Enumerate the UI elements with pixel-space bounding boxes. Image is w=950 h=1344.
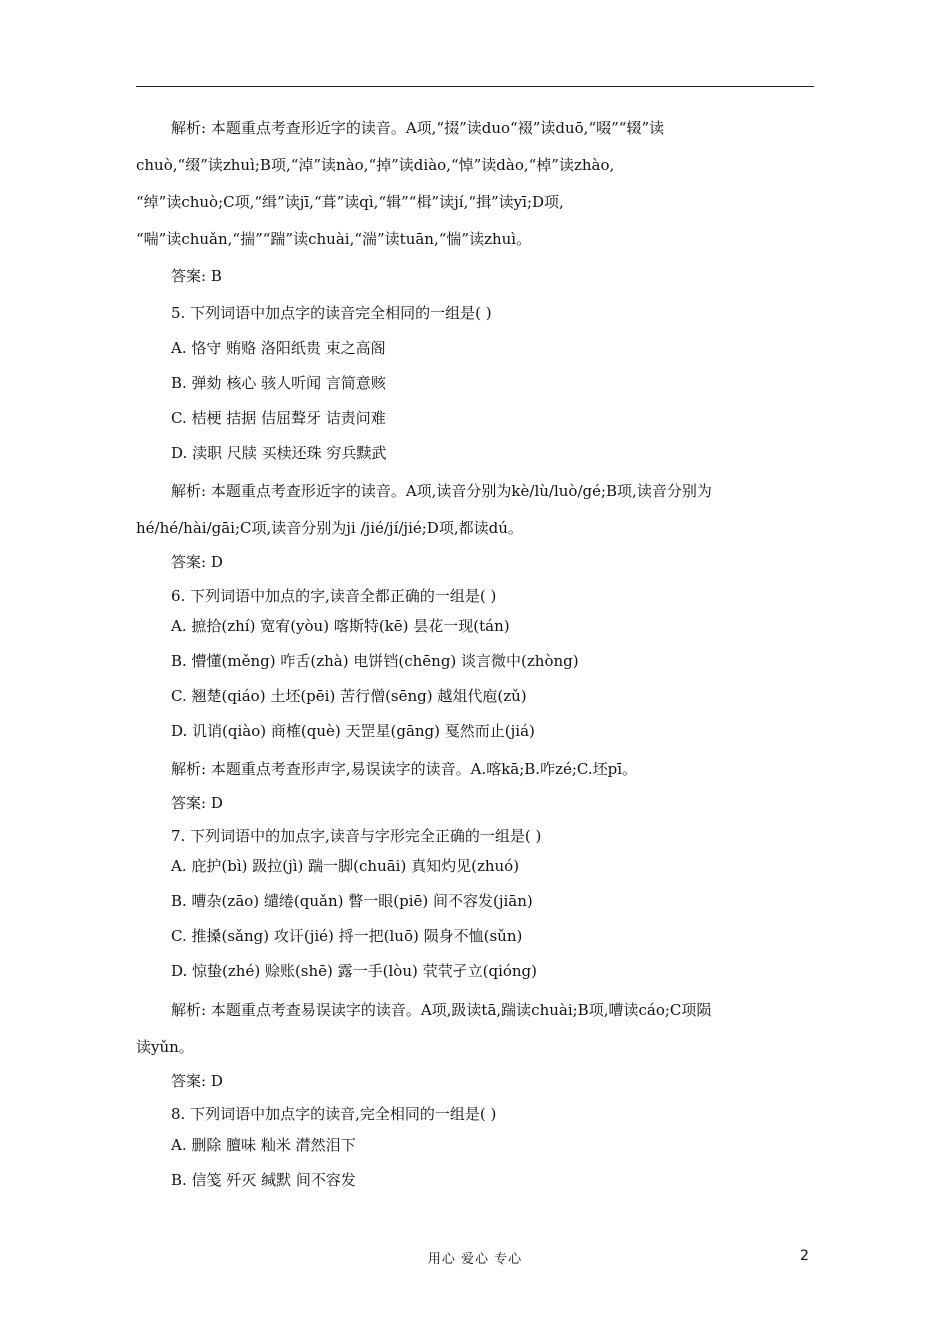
q8-option-b: B. 信笺 歼灭 缄默 间不容发 [171,1171,356,1189]
q7-option-a: A. 庇护(bì) 趿拉(jì) 踹一脚(chuāi) 真知灼见(zhuó) [171,857,520,875]
analysis-6: 解析: 本题重点考查形声字,易误读字的读音。A.喀kā;B.咋zé;C.坯pī。 [171,760,638,778]
question-7: 7. 下列词语中的加点字,读音与字形完全正确的一组是( ) [171,827,542,845]
q6-option-b: B. 懵懂(měng) 咋舌(zhà) 电饼铛(chēng) 谈言微中(zhòng) [171,652,579,670]
answer-6: 答案: D [171,794,223,812]
q5-option-d: D. 渎职 尺牍 买椟还珠 穷兵黩武 [171,444,387,462]
analysis-5-line-1: 解析: 本题重点考查形近字的读音。A项,读音分别为kè/lù/luò/gé;B项,读音分别为 [171,482,712,500]
answer-5: 答案: D [171,553,223,571]
question-6: 6. 下列词语中加点的字,读音全都正确的一组是( ) [171,587,497,605]
header-rule [136,86,814,87]
answer-7: 答案: D [171,1072,223,1090]
q5-option-b: B. 弹劾 核心 骇人听闻 言简意赅 [171,374,386,392]
q5-option-c: C. 桔梗 拮据 佶屈聱牙 诘责问难 [171,409,386,427]
analysis-5-line-2: hé/hé/hài/gāi;C项,读音分别为ji /jié/jí/jié;D项,都读dú。 [136,519,523,537]
q7-option-c: C. 推搡(sǎng) 攻讦(jié) 捋一把(luō) 陨身不恤(sǔn) [171,927,523,945]
analysis-4-line-3: “绰”读chuò;C项,“缉”读jī,“葺”读qì,“辑”“楫”读jí,“揖”读yī;D项, [136,193,564,211]
analysis-7-line-1: 解析: 本题重点考查易误读字的读音。A项,趿读tā,踹读chuài;B项,嘈读cáo;C项陨 [171,1001,712,1019]
analysis-7-line-2: 读yǔn。 [136,1038,194,1056]
question-8: 8. 下列词语中加点字的读音,完全相同的一组是( ) [171,1105,497,1123]
analysis-4-line-1: 解析: 本题重点考查形近字的读音。A项,“掇”读duo“裰”读duō,“啜”“辍”读 [171,119,665,137]
page-number: 2 [800,1248,809,1264]
analysis-4-line-2: chuò,“缀”读zhuì;B项,“淖”读nào,“掉”读diào,“悼”读dào,“棹”读zhào, [136,156,615,174]
q7-option-b: B. 嘈杂(zāo) 缱绻(quǎn) 瞥一眼(piē) 间不容发(jiān) [171,892,533,910]
question-5: 5. 下列词语中加点字的读音完全相同的一组是( ) [171,304,492,322]
analysis-4-line-4: “喘”读chuǎn,“揣”“踹”读chuài,“湍”读tuān,“惴”读zhuì。 [136,230,532,248]
q6-option-a: A. 摭拾(zhí) 宽宥(yòu) 喀斯特(kē) 昙花一现(tán) [171,617,510,635]
q7-option-d: D. 惊蛰(zhé) 赊账(shē) 露一手(lòu) 茕茕孑立(qióng) [171,962,538,980]
q6-option-c: C. 翘楚(qiáo) 土坯(pēi) 苦行僧(sēng) 越俎代庖(zǔ) [171,687,527,705]
answer-4: 答案: B [171,267,222,285]
q8-option-a: A. 删除 膻味 籼米 潸然泪下 [171,1136,356,1154]
footer-slogan: 用心 爱心 专心 [427,1252,523,1267]
q5-option-a: A. 恪守 贿赂 洛阳纸贵 束之高阁 [171,339,386,357]
q6-option-d: D. 讥诮(qiào) 商榷(què) 天罡星(gāng) 戛然而止(jiá) [171,722,535,740]
